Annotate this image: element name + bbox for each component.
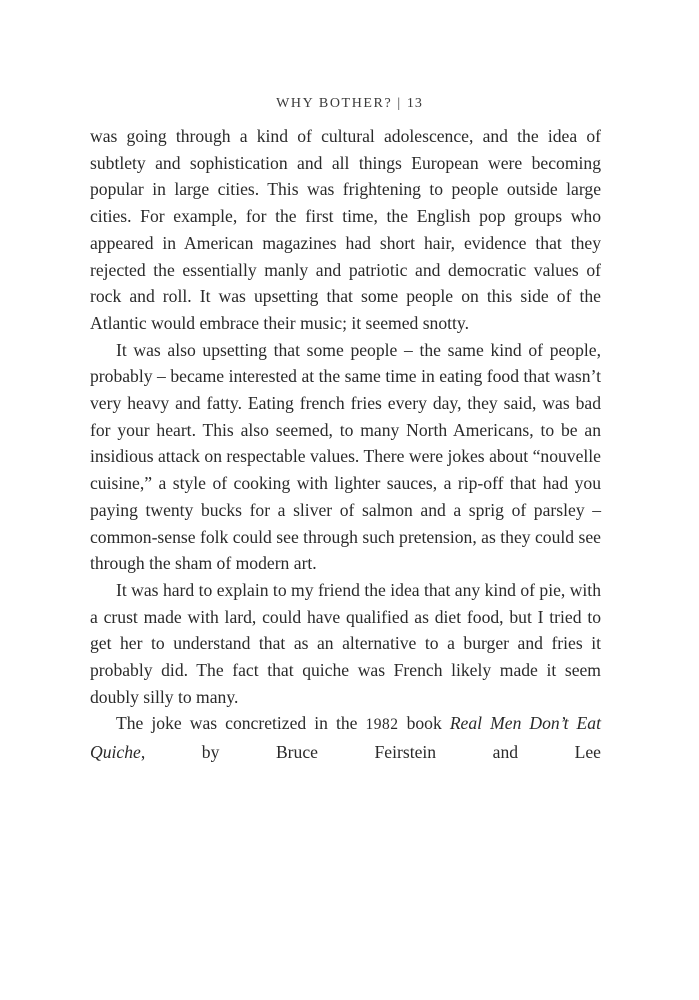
- page-number: 13: [406, 96, 423, 111]
- running-head-title: WHY BOTHER?: [276, 96, 393, 111]
- paragraph-4-year: 1982: [365, 716, 399, 734]
- book-title: Real Men Don’t Eat Quiche: [90, 713, 601, 763]
- running-head-separator: |: [392, 96, 407, 111]
- paragraph-2: It was also upsetting that some people – the same kind of people, probably – became interested at the same time in eating food that wasn’t very heavy and fatty. Eating french fries every day, they said, was bad for your heart. This also seemed, to many North Americans, to be an insidious attack on respectable values. There were jokes about “nouvelle cuisine,” a style of cooking with lighter sauces, a rip-off that had you paying twenty bucks for a sliver of salmon and a sprig of parsley – common-sense folk could see through such pretension, as they could see through the sham of modern art.: [90, 339, 601, 574]
- running-head: [0, 96, 699, 112]
- paragraph-3: It was hard to explain to my friend the idea that any kind of pie, with a crust made with lard, could have qualified as diet food, but I tried to get her to understand that as an alternative to a burger and fries it probably did. The fact that quiche was French likely made it seem doubly silly to many.: [90, 579, 601, 707]
- paragraph-1: was going through a kind of cultural adolescence, and the idea of subtlety and sophistication and all things European were becoming popular in large cities. This was frightening to people outside large cities. For example, for the first time, the English pop groups who appeared in American magazines had short hair, evidence that they rejected the essentially manly and patriotic and democratic values of rock and roll. It was upsetting that some people on this side of the Atlantic would embrace their music; it seemed snotty.: [90, 126, 601, 333]
- body-text: [90, 123, 601, 766]
- paragraph-4-text-c: , by Bruce Feirstein and Lee: [140, 742, 601, 763]
- paragraph-4-text-a: The joke was concretized in the: [116, 713, 366, 734]
- paragraph-4-text-b: book: [398, 713, 450, 734]
- paragraph-4: [90, 710, 601, 765]
